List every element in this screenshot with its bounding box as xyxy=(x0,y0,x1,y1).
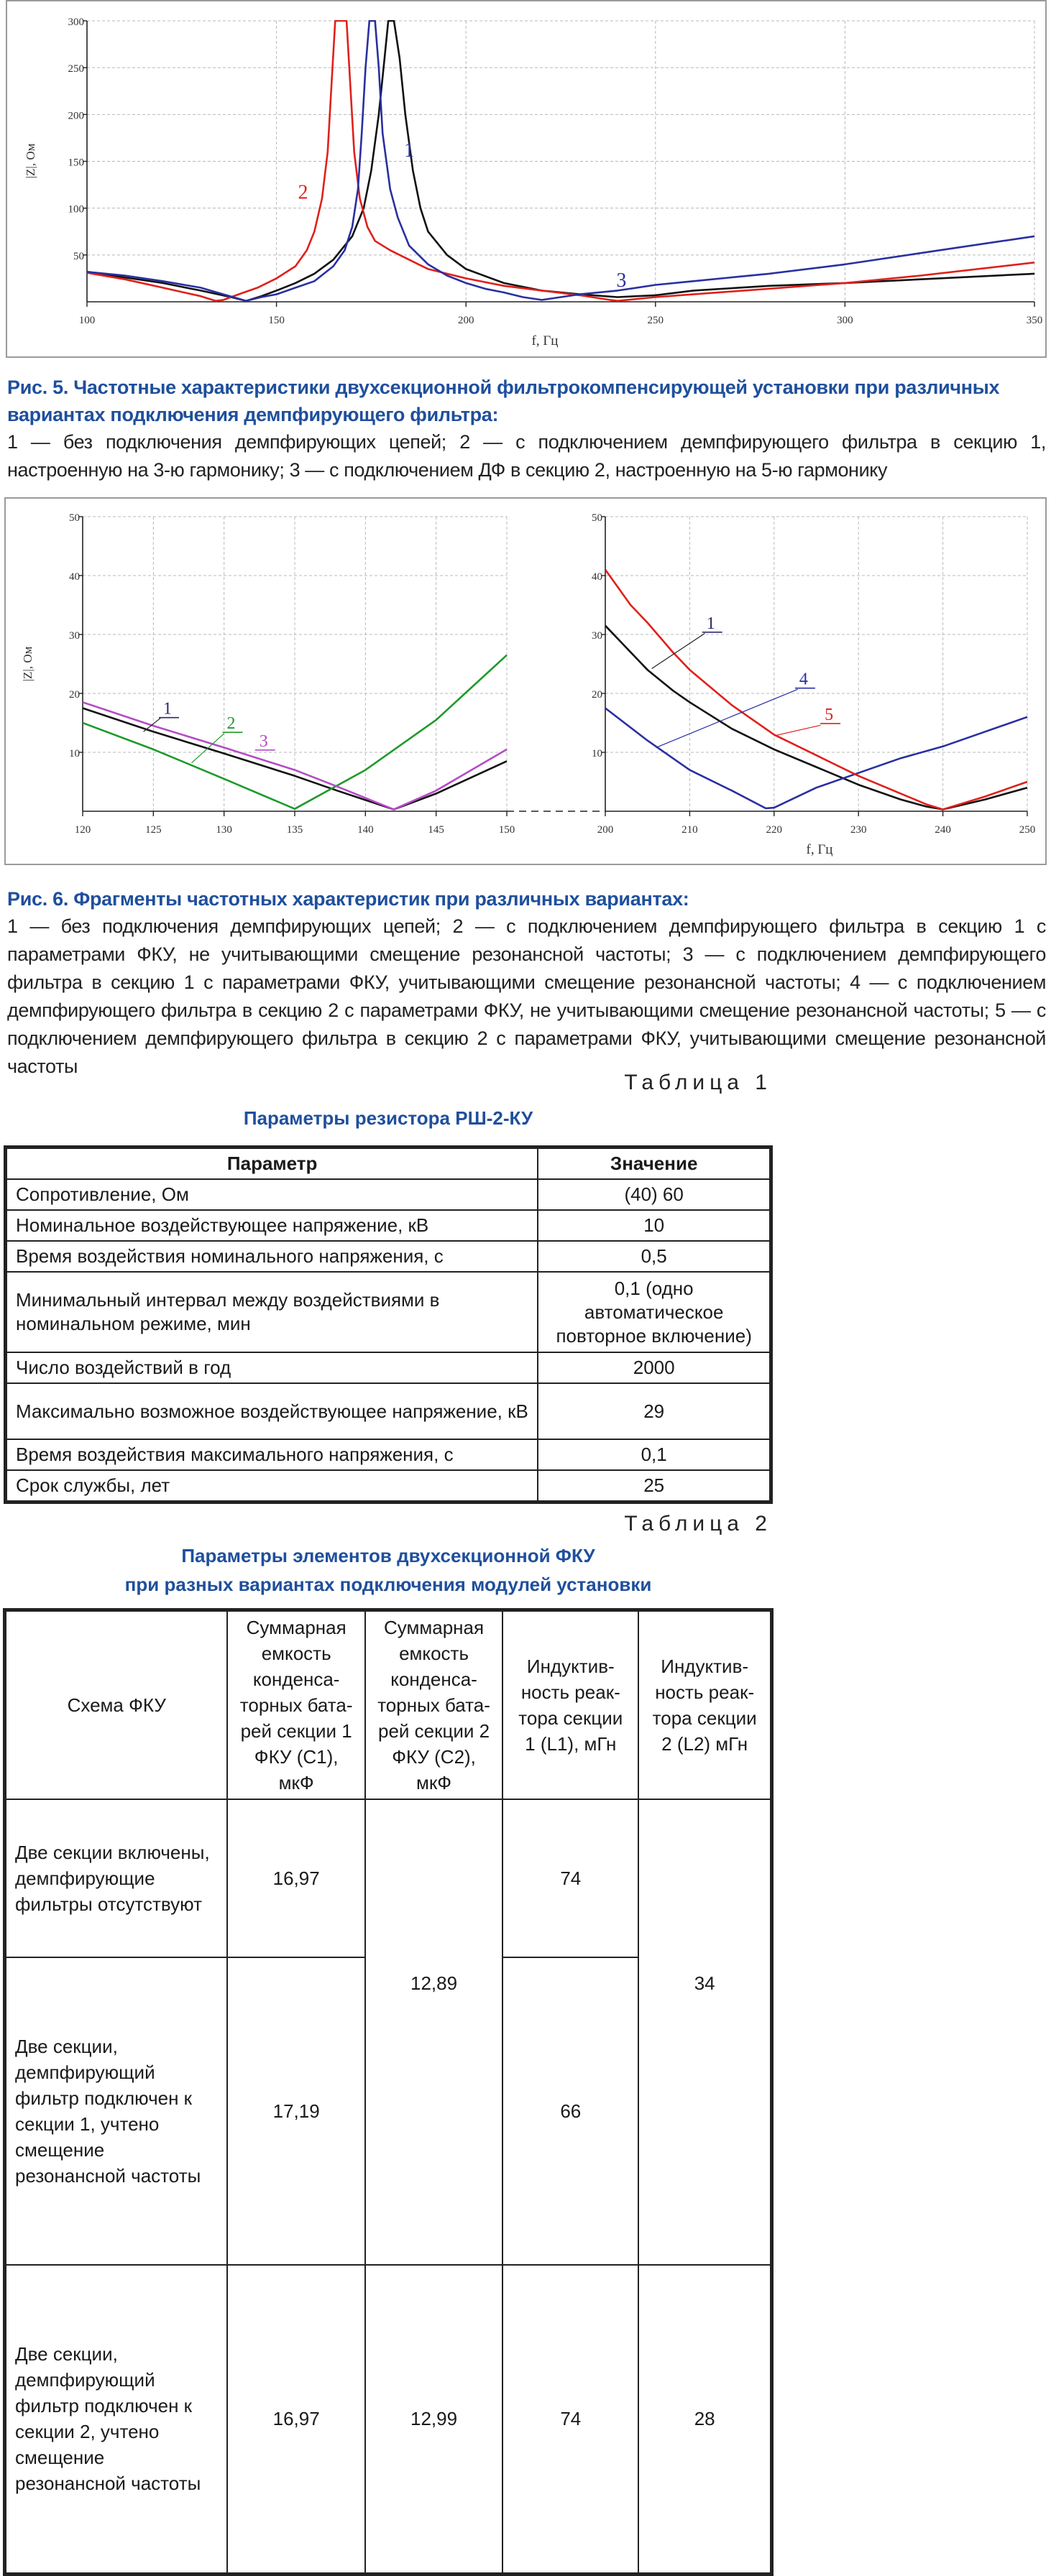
figure-5-frame xyxy=(6,0,1047,358)
y-tick-label: 10 xyxy=(69,748,80,760)
y-tick-label: 40 xyxy=(69,571,80,583)
table-2-title xyxy=(4,1541,773,1599)
series-label-3: 3 xyxy=(616,269,627,292)
series-label-1: 1 xyxy=(404,139,415,162)
table-row xyxy=(6,1272,771,1352)
table-row xyxy=(6,1210,771,1241)
y-tick-label: 20 xyxy=(69,689,80,701)
x-tick-label: 220 xyxy=(766,824,783,836)
table-2-cell-c1: 17,19 xyxy=(227,1957,364,2265)
x-tick-label: 250 xyxy=(1019,824,1036,836)
table-row xyxy=(6,1383,771,1439)
table-2 xyxy=(3,1608,774,2576)
series-label-1: 1 xyxy=(163,699,172,719)
x-axis-label: f, Гц xyxy=(806,842,833,857)
table-2-cell-l1: 66 xyxy=(502,1957,638,2265)
y-tick-label: 200 xyxy=(68,110,84,122)
table-1-cell-value: 25 xyxy=(538,1470,771,1502)
series-label-1: 1 xyxy=(706,614,715,633)
table-1-cell-value: (40) 60 xyxy=(538,1179,771,1210)
figure-5-caption xyxy=(7,374,1046,484)
table-row xyxy=(6,1352,771,1383)
x-tick-label: 350 xyxy=(1026,315,1043,326)
x-tick-label: 120 xyxy=(74,824,91,836)
table-1-header-value: Значение xyxy=(538,1148,771,1180)
table-2-cell-l1: 74 xyxy=(502,1799,638,1957)
y-tick-label: 40 xyxy=(592,571,602,583)
y-tick-label: 30 xyxy=(592,630,602,642)
series-label-3: 3 xyxy=(259,731,268,751)
table-row xyxy=(6,1241,771,1272)
series-label-2: 2 xyxy=(298,181,308,204)
x-tick-label: 135 xyxy=(286,824,303,836)
table-1-cell-value: 29 xyxy=(538,1383,771,1439)
x-tick-label: 200 xyxy=(457,315,474,326)
table-1-title: Параметры резистора РШ-2-КУ xyxy=(243,1107,533,1129)
table-2-cell-scheme: Две секции включены, демпфирующие фильтры отсутствуют xyxy=(5,1799,228,1957)
x-axis-label: f, Гц xyxy=(531,333,559,348)
x-tick-label: 250 xyxy=(647,315,664,326)
figure-6-caption-body: 1 — без подключения демпфирующих цепей; 2 — с подключением демпфирующего фильтра в секцию 1 с параметрами ФКУ, не учитывающими смещение резонансной частоты; 3 — с подключением демпфирующего фильтра в секцию 1 с параметрами ФКУ, учитывающими смещение резонансной частоты; 4 — с подключением демпфирующего фильтра в секцию 2 с параметрами ФКУ, не учитывающими смещение резонансной частоты; 5 — с подключением демпфирующего фильтра в секцию 2 с параметрами ФКУ, учитывающими смещение резонансной частоты xyxy=(7,915,1046,1077)
leader-line-5 xyxy=(774,725,821,736)
table-2-cell-l2-merged: 34 xyxy=(638,1799,771,2265)
figure-6-chart xyxy=(6,499,1045,864)
table-2-header-c1: Суммарная емкость конденса-торных бата-рей секции 1 ФКУ (С1), мкФ xyxy=(227,1610,364,1800)
table-1 xyxy=(4,1145,773,1504)
table-row xyxy=(6,1439,771,1470)
series-line-1 xyxy=(605,626,1027,810)
table-1-cell-value: 0,5 xyxy=(538,1241,771,1272)
x-tick-label: 210 xyxy=(681,824,698,836)
leader-line-1 xyxy=(144,718,161,731)
table-2-cell-c2: 12,99 xyxy=(365,2265,502,2574)
x-tick-label: 230 xyxy=(850,824,867,836)
series-line-1 xyxy=(87,21,1034,301)
figure-6-frame xyxy=(4,497,1047,865)
table-2-label: Таблица 2 xyxy=(624,1512,772,1536)
table-1-cell-parameter: Сопротивление, Ом xyxy=(6,1179,538,1210)
table-2-header-c2: Суммарная емкость конденса-торных бата-рей секции 2 ФКУ (С2), мкФ xyxy=(365,1610,502,1800)
table-1-cell-parameter: Максимально возможное воздействующее напряжение, кВ xyxy=(6,1383,538,1439)
y-tick-label: 50 xyxy=(592,512,602,524)
figure-5-caption-title: Рис. 5. Частотные характеристики двухсекционной фильтрокомпенсирующей установки при различных вариантах подключения демпфирующего фильтра: xyxy=(7,377,1000,425)
series-line-5 xyxy=(605,570,1027,810)
series-line-2 xyxy=(87,21,1034,301)
table-1-cell-parameter: Число воздействий в год xyxy=(6,1352,538,1383)
y-tick-label: 100 xyxy=(68,203,84,216)
chart-fig6-right xyxy=(592,512,1035,836)
x-tick-label: 300 xyxy=(837,315,853,326)
table-1-cell-parameter: Номинальное воздействующее напряжение, кВ xyxy=(6,1210,538,1241)
table-2-cell-c1: 16,97 xyxy=(227,1799,364,1957)
table-row xyxy=(5,1799,772,1957)
table-2-header-row xyxy=(5,1610,772,1800)
y-tick-label: 250 xyxy=(68,63,84,75)
y-axis-label: |Z|, Ом xyxy=(21,646,35,682)
leader-line-1 xyxy=(652,633,705,668)
table-2-header-scheme: Схема ФКУ xyxy=(5,1610,228,1800)
y-tick-label: 50 xyxy=(69,512,80,524)
table-1-cell-value: 0,1 xyxy=(538,1439,771,1470)
table-1-header-row xyxy=(6,1148,771,1180)
table-1-cell-value: 0,1 (одно автоматическое повторное включение) xyxy=(538,1272,771,1352)
x-tick-label: 200 xyxy=(597,824,614,836)
y-tick-label: 150 xyxy=(68,157,84,169)
chart-fig5 xyxy=(68,17,1043,326)
x-tick-label: 100 xyxy=(78,315,96,326)
y-axis-label: |Z|, Ом xyxy=(24,143,37,179)
x-tick-label: 150 xyxy=(498,824,515,836)
figure-6-caption-title: Рис. 6. Фрагменты частотных характеристик при различных вариантах: xyxy=(7,888,689,910)
series-label-2: 2 xyxy=(226,714,236,734)
table-2-cell-scheme: Две секции, демпфирующий фильтр подключен к секции 1, учтено смещение резонансной частоты xyxy=(5,1957,228,2265)
table-1-cell-value: 10 xyxy=(538,1210,771,1241)
table-1-cell-value: 2000 xyxy=(538,1352,771,1383)
leader-line-4 xyxy=(656,689,797,747)
figure-6-caption xyxy=(7,885,1046,1081)
table-row xyxy=(6,1179,771,1210)
series-line-4 xyxy=(605,705,1027,808)
table-2-title-line-1: Параметры элементов двухсекционной ФКУ xyxy=(181,1545,595,1566)
table-2-cell-scheme: Две секции, демпфирующий фильтр подключен к секции 2, учтено смещение резонансной частоты xyxy=(5,2265,228,2574)
y-tick-label: 20 xyxy=(592,689,602,701)
table-1-cell-parameter: Время воздействия номинального напряжения, с xyxy=(6,1241,538,1272)
table-2-header-l2: Индуктив-ность реак-тора секции 2 (L2) мГн xyxy=(638,1610,771,1800)
chart-fig6-left xyxy=(69,512,515,836)
figure-5-caption-body: 1 — без подключения демпфирующих цепей; 2 — с подключением демпфирующего фильтра в секцию 1, настроенную на 3-ю гармонику; 3 — с подключением ДФ в секцию 2, настроенную на 5-ю гармонику xyxy=(7,431,1046,481)
table-1-cell-parameter: Срок службы, лет xyxy=(6,1470,538,1502)
y-tick-label: 30 xyxy=(69,630,80,642)
table-1-cell-parameter: Время воздействия максимального напряжения, с xyxy=(6,1439,538,1470)
x-tick-label: 150 xyxy=(268,315,285,326)
table-2-title-line-2: при разных вариантах подключения модулей установки xyxy=(124,1574,652,1595)
series-label-5: 5 xyxy=(825,705,834,724)
series-label-4: 4 xyxy=(799,670,808,689)
y-tick-label: 50 xyxy=(73,250,84,262)
figure-5-chart xyxy=(7,1,1045,356)
series-line-3 xyxy=(87,21,1034,301)
x-tick-label: 240 xyxy=(935,824,951,836)
x-tick-label: 130 xyxy=(216,824,232,836)
table-2-cell-c2-merged: 12,89 xyxy=(365,1799,502,2265)
table-row xyxy=(6,1470,771,1502)
table-2-cell-c1: 16,97 xyxy=(227,2265,364,2574)
y-tick-label: 300 xyxy=(68,17,84,28)
leader-line-2 xyxy=(191,734,224,763)
x-tick-label: 125 xyxy=(145,824,162,836)
x-tick-label: 145 xyxy=(428,824,444,836)
table-2-cell-l2: 28 xyxy=(638,2265,771,2574)
table-2-cell-l1: 74 xyxy=(502,2265,638,2574)
table-2-header-l1: Индуктив-ность реак-тора секции 1 (L1), мГн xyxy=(502,1610,638,1800)
table-1-header-parameter: Параметр xyxy=(6,1148,538,1180)
table-row xyxy=(5,2265,772,2574)
y-tick-label: 10 xyxy=(592,748,602,760)
table-1-cell-parameter: Минимальный интервал между воздействиями в номинальном режиме, мин xyxy=(6,1272,538,1352)
table-1-label: Таблица 1 xyxy=(624,1071,772,1094)
x-tick-label: 140 xyxy=(357,824,374,836)
